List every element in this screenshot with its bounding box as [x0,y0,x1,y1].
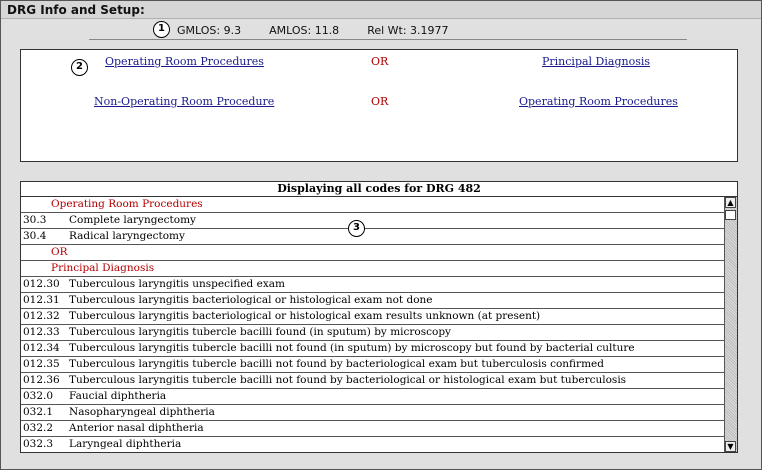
logic-row2-right-link[interactable]: Operating Room Procedures [519,95,678,108]
list-item[interactable] [21,341,725,357]
code-value: 012.33 [23,326,60,338]
callout-marker-3: 3 [348,220,365,237]
codes-list-scrollbar[interactable] [724,197,737,452]
code-value: 012.32 [23,310,60,322]
code-value: 30.3 [23,214,47,226]
list-item[interactable] [21,357,725,373]
code-description: Laryngeal diphtheria [69,438,182,450]
list-item[interactable] [21,421,725,437]
code-value: 032.2 [23,422,54,434]
drg-logic-panel [20,49,738,162]
logic-row2-left-link[interactable]: Non-Operating Room Procedure [94,95,275,108]
code-description: Tuberculous laryngitis tubercle bacilli not found (in sputum) by microscopy but found by bacterial culture [69,342,635,354]
logic-row2-operator: OR [371,95,389,108]
logic-row1-right-link[interactable]: Principal Diagnosis [542,55,651,68]
code-description: Tuberculous laryngitis bacteriological or histological exam results unknown (at present) [69,310,541,322]
list-item[interactable] [21,293,725,309]
window-title: DRG Info and Setup: [1,1,761,19]
list-item[interactable] [21,437,725,453]
code-description: Faucial diphtheria [69,390,167,402]
code-value: 012.34 [23,342,60,354]
code-value: 032.3 [23,438,54,450]
list-section-label: Principal Diagnosis [21,261,725,277]
code-description: Tuberculous laryngitis tubercle bacilli not found by bacteriological or histological exam but tuberculosis [69,374,627,386]
code-description: Radical laryngectomy [69,230,185,242]
code-value: 012.35 [23,358,60,370]
list-item[interactable] [21,277,725,293]
list-item[interactable] [21,389,725,405]
list-section-label: Operating Room Procedures [21,197,725,213]
code-value: 032.1 [23,406,54,418]
code-description: Complete laryngectomy [69,214,196,226]
code-description: Tuberculous laryngitis unspecified exam [69,278,285,290]
rel-wt-value: Rel Wt: 3.1977 [367,23,449,37]
list-item[interactable] [21,309,725,325]
codes-list-header: Displaying all codes for DRG 482 [21,182,737,197]
code-value: 012.36 [23,374,60,386]
code-value: 032.0 [23,390,54,402]
gmlos-value: GMLOS: 9.3 [177,23,242,37]
list-item[interactable] [21,373,725,389]
list-item[interactable] [21,213,725,229]
codes-list-rows [21,197,725,453]
code-description: Tuberculous laryngitis bacteriological or histological exam not done [69,294,433,306]
drg-stats [177,21,477,39]
list-section-label: OR [21,245,725,261]
code-value: 012.31 [23,294,60,306]
logic-row1-left-link[interactable]: Operating Room Procedures [105,55,264,68]
stats-divider [89,39,687,40]
list-item[interactable] [21,405,725,421]
code-description: Tuberculous laryngitis tubercle bacilli found (in sputum) by microscopy [69,326,451,338]
scrollbar-thumb[interactable] [725,210,736,220]
list-item[interactable] [21,229,725,245]
code-value: 30.4 [23,230,47,242]
callout-marker-2: 2 [71,59,88,76]
code-value: 012.30 [23,278,60,290]
code-description: Anterior nasal diphtheria [69,422,204,434]
code-description: Nasopharyngeal diphtheria [69,406,215,418]
logic-row1-operator: OR [371,55,389,68]
callout-marker-1: 1 [153,21,170,38]
arrow-up-icon[interactable]: ▲ [725,197,736,208]
amlos-value: AMLOS: 11.8 [269,23,340,37]
code-description: Tuberculous laryngitis tubercle bacilli not found by bacteriological exam but tuberculosis confirmed [69,358,604,370]
codes-listbox[interactable] [20,181,738,453]
arrow-down-icon[interactable]: ▼ [725,441,736,452]
list-item[interactable] [21,325,725,341]
